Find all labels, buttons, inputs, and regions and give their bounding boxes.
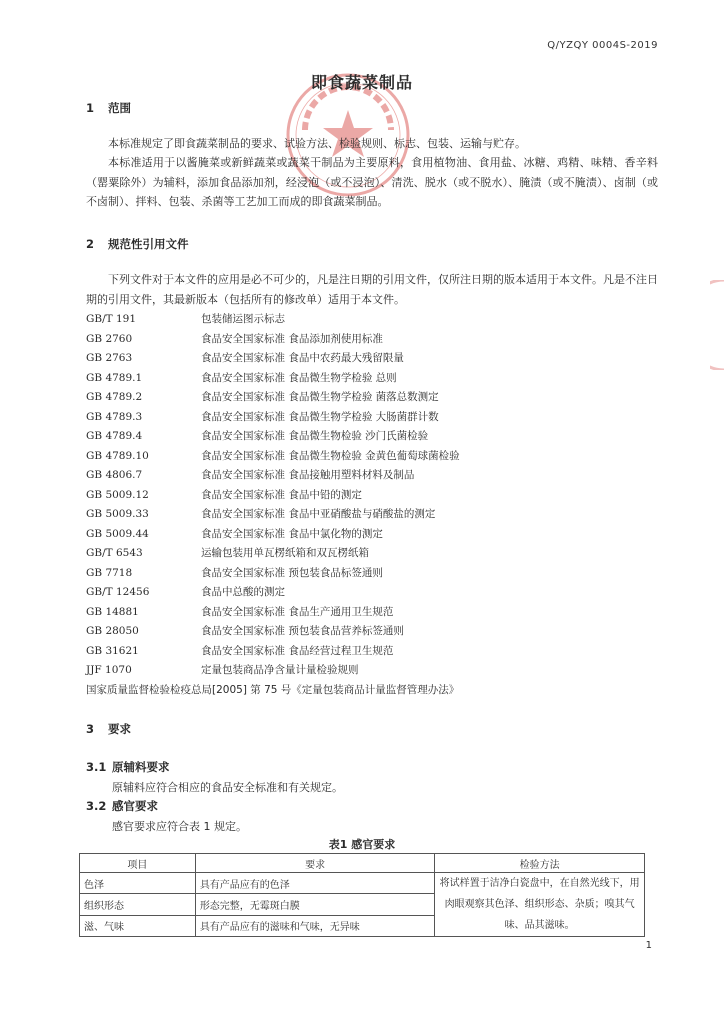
page-number: 1	[645, 940, 652, 951]
reference-item	[86, 369, 397, 387]
reference-code: GB 4789.4	[86, 430, 143, 442]
reference-code: GB 2760	[86, 332, 133, 345]
raw-materials-text: 原辅料应符合相应的食品安全标准和有关规定。	[112, 781, 343, 794]
reference-item	[86, 330, 383, 348]
reference-code: GB 14881	[86, 605, 139, 618]
table-cell-method: 将试样置于洁净白瓷盘中，在自然光线下，用肉眼观察其色泽、组织形态、杂质；嗅其气味、品其滋味。	[435, 873, 645, 937]
subsection-number: 3.2	[86, 799, 107, 813]
reference-name: 食品安全国家标准 预包装食品营养标签通则	[201, 625, 404, 637]
section-number: 2	[86, 237, 95, 251]
table-cell-requirement: 具有产品应有的色泽	[195, 873, 435, 894]
reference-name: 运输包装用单瓦楞纸箱和双瓦楞纸箱	[201, 547, 369, 559]
section-title: 规范性引用文件	[108, 237, 189, 251]
reference-code: GB 4789.3	[86, 410, 143, 423]
table-cell-item: 组织形态	[80, 894, 196, 915]
reference-item	[86, 466, 414, 484]
reference-item	[86, 583, 285, 601]
reference-item	[86, 447, 460, 465]
reference-code: GB 5009.12	[86, 488, 149, 501]
table-header-row	[80, 854, 645, 873]
reference-item	[86, 544, 369, 562]
reference-item	[86, 525, 383, 543]
reference-code: GB 4806.7	[86, 469, 143, 481]
section-number: 1	[86, 101, 95, 115]
reference-item	[86, 388, 439, 406]
reference-code: GB 5009.33	[86, 508, 149, 520]
reference-name: 食品安全国家标准 食品经营过程卫生规范	[201, 644, 394, 657]
reference-code: JJF 1070	[86, 664, 132, 676]
sensory-requirements-table	[79, 853, 645, 937]
subsection-number: 3.1	[86, 760, 107, 774]
document-title: 即食蔬菜制品	[310, 73, 413, 92]
reference-name: 包装储运图示标志	[201, 313, 285, 325]
standard-code: Q/YZQY 0004S-2019	[547, 40, 658, 51]
reference-name: 食品安全国家标准 预包装食品标签通则	[201, 566, 383, 579]
reference-name: 食品安全国家标准 食品中亚硝酸盐与硝酸盐的测定	[201, 508, 436, 520]
reference-name: 食品安全国家标准 食品中铅的测定	[201, 488, 362, 501]
reference-item	[86, 427, 428, 445]
section-3-heading	[86, 721, 131, 737]
reference-item	[86, 408, 439, 426]
reference-item	[86, 622, 404, 640]
scope-paragraph-1: 本标准规定了即食蔬菜制品的要求、试验方法、检验规则、标志、包装、运输与贮存。	[108, 137, 526, 150]
table-header-cell: 检验方法	[435, 854, 645, 873]
reference-name: 食品安全国家标准 食品接触用塑料材料及制品	[201, 469, 415, 481]
reference-name: 食品中总酸的测定	[201, 586, 285, 598]
table-cell-requirement: 形态完整，无霉斑白膜	[195, 894, 435, 915]
section-number: 3	[86, 722, 95, 736]
reference-code: GB 4789.10	[86, 449, 149, 462]
reference-item	[86, 603, 393, 621]
reference-code: GB 4789.2	[86, 391, 143, 403]
section-title: 要求	[108, 722, 131, 736]
edge-seal-mark	[710, 280, 724, 370]
reference-name: 食品安全国家标准 食品中氯化物的测定	[201, 527, 383, 540]
reference-item	[86, 661, 359, 679]
reference-name: 食品安全国家标准 食品微生物学检验 大肠菌群计数	[201, 410, 439, 423]
reference-name: 食品安全国家标准 食品微生物检验 金黄色葡萄球菌检验	[201, 449, 460, 462]
reference-item	[86, 349, 404, 367]
reference-name: 食品安全国家标准 食品微生物学检验 总则	[201, 371, 397, 384]
reference-code: GB 31621	[86, 644, 139, 657]
reference-code: GB 2763	[86, 352, 133, 364]
table-header-cell: 要求	[195, 854, 435, 873]
reference-name: 食品安全国家标准 食品微生物检验 沙门氏菌检验	[201, 430, 429, 442]
reference-code: GB/T 191	[86, 313, 137, 325]
subsection-3-1-heading	[86, 759, 170, 775]
reference-regulation: 国家质量监督检验检疫总局[2005] 第 75 号《定量包装商品计量监督管理办法》	[86, 684, 460, 696]
subsection-3-2-heading	[86, 798, 158, 814]
reference-code: GB/T 6543	[86, 547, 143, 559]
reference-item	[86, 564, 383, 582]
reference-name: 食品安全国家标准 食品中农药最大残留限量	[201, 352, 404, 364]
references-intro: 下列文件对于本文件的应用是必不可少的，凡是注日期的引用文件，仅所注日期的版本适用于本文件。凡是不注日期的引用文件，其最新版本（包括所有的修改单）适用于本文件。	[86, 273, 658, 306]
subsection-title: 原辅料要求	[112, 760, 170, 774]
sensory-text: 感官要求应符合表 1 规定。	[112, 820, 247, 833]
reference-code: GB 7718	[86, 566, 133, 579]
table-row	[80, 873, 645, 894]
table-cell-item: 滋、气味	[80, 915, 196, 936]
table-cell-requirement: 具有产品应有的滋味和气味，无异味	[195, 915, 435, 936]
reference-item	[86, 310, 285, 328]
reference-code: GB 4789.1	[86, 371, 143, 384]
reference-item	[86, 486, 362, 504]
section-1-heading	[86, 100, 131, 116]
table-header-cell: 项目	[80, 854, 196, 873]
table-caption: 表1 感官要求	[328, 838, 396, 851]
subsection-title: 感官要求	[112, 799, 158, 813]
scope-paragraph-2: 本标准适用于以酱腌菜或新鲜蔬菜或蔬菜干制品为主要原料，食用植物油、食用盐、冰糖、鸡精、味精、香辛料（罂粟除外）为辅料，添加食品添加剂，经浸泡（或不浸泡）、清洗、脱水（或不脱水）、腌渍（或不腌渍）、卤制（或不卤制）、拌料、包装、杀菌等工艺加工而成的即食蔬菜制品。	[86, 156, 658, 208]
reference-item	[86, 505, 435, 523]
table-cell-item: 色泽	[80, 873, 196, 894]
reference-item	[86, 642, 393, 660]
reference-code: GB/T 12456	[86, 586, 150, 598]
reference-name: 食品安全国家标准 食品微生物学检验 菌落总数测定	[201, 391, 439, 403]
reference-code: GB 5009.44	[86, 527, 149, 540]
reference-code: GB 28050	[86, 625, 139, 637]
reference-name: 定量包装商品净含量计量检验规则	[201, 664, 359, 676]
section-2-heading	[86, 236, 189, 252]
reference-name: 食品安全国家标准 食品生产通用卫生规范	[201, 605, 394, 618]
section-title: 范围	[108, 101, 131, 115]
reference-name: 食品安全国家标准 食品添加剂使用标准	[201, 332, 383, 345]
